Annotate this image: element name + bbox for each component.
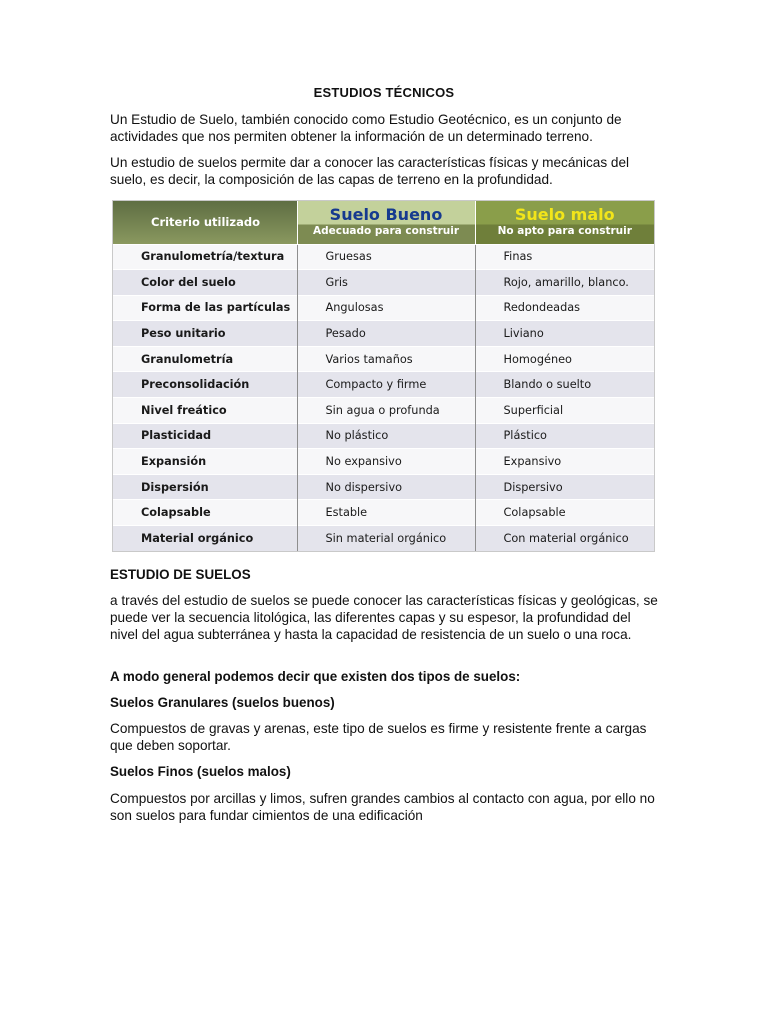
criteria-cell: Peso unitario [113,321,297,347]
table-row [113,423,654,449]
table-row [113,449,654,475]
good-soil-cell: Gris [297,270,475,296]
soil-comparison-table [112,200,655,552]
bad-soil-subtitle: No apto para construir [497,225,632,238]
granular-soils-heading: Suelos Granulares (suelos buenos) [110,695,335,710]
table-row [113,526,654,552]
bad-soil-cell: Rojo, amarillo, blanco. [475,270,654,296]
criteria-cell: Dispersión [113,474,297,500]
criteria-cell: Granulometría [113,346,297,372]
table-row [113,398,654,424]
good-soil-cell: No dispersivo [297,474,475,500]
table-row [113,346,654,372]
good-soil-cell: Sin material orgánico [297,526,475,552]
bad-soil-cell: Colapsable [475,500,654,526]
good-soil-cell: No expansivo [297,449,475,475]
bad-soil-cell: Expansivo [475,449,654,475]
good-soil-cell: Pesado [297,321,475,347]
bad-soil-cell: Liviano [475,321,654,347]
bad-soil-cell: Dispersivo [475,474,654,500]
criteria-cell: Forma de las partículas [113,295,297,321]
good-soil-cell: Angulosas [297,295,475,321]
criteria-cell: Color del suelo [113,270,297,296]
header-bad-soil [475,201,654,244]
bad-soil-cell: Finas [475,244,654,270]
criteria-cell: Nivel freático [113,398,297,424]
bad-soil-cell: Superficial [475,398,654,424]
table-row [113,372,654,398]
table-row [113,295,654,321]
table-row [113,244,654,270]
fine-soils-body: Compuestos por arcillas y limos, sufren grandes cambios al contacto con agua, por ello no son suelos para fundar cimientos de una edificación [110,791,655,823]
table-header-row [113,201,654,244]
intro-paragraph-1: Un Estudio de Suelo, también conocido como Estudio Geotécnico, es un conjunto de actividades que nos permiten obtener la información de un determinado terreno. [110,112,622,144]
header-criteria: Criterio utilizado [113,201,297,244]
good-soil-title: Suelo Bueno [329,205,443,225]
bad-soil-cell: Plástico [475,423,654,449]
criteria-cell: Material orgánico [113,526,297,552]
good-soil-subtitle: Adecuado para construir [312,225,460,238]
criteria-cell: Preconsolidación [113,372,297,398]
bad-soil-cell: Con material orgánico [475,526,654,552]
good-soil-cell: Varios tamaños [297,346,475,372]
table-row [113,500,654,526]
criteria-cell: Granulometría/textura [113,244,297,270]
criteria-cell: Colapsable [113,500,297,526]
criteria-cell: Expansión [113,449,297,475]
good-soil-cell: Gruesas [297,244,475,270]
bad-soil-cell: Homogéneo [475,346,654,372]
soil-types-heading: A modo general podemos decir que existen dos tipos de suelos: [110,669,521,684]
bad-soil-title: Suelo malo [514,205,615,225]
section-heading: ESTUDIO DE SUELOS [110,567,251,582]
good-soil-cell: Sin agua o profunda [297,398,475,424]
granular-soils-body: Compuestos de gravas y arenas, este tipo de suelos es firme y resistente frente a cargas que deben soportar. [110,721,647,753]
criteria-cell: Plasticidad [113,423,297,449]
bad-soil-cell: Redondeadas [475,295,654,321]
good-soil-cell: Compacto y firme [297,372,475,398]
good-soil-cell: Estable [297,500,475,526]
intro-paragraph-2: Un estudio de suelos permite dar a conocer las características físicas y mecánicas del suelo, es decir, la composición de las capas de terreno en la profundidad. [110,155,630,187]
table-row [113,321,654,347]
table-row [113,270,654,296]
header-good-soil [297,201,475,244]
section-body: a través del estudio de suelos se puede conocer las características físicas y geológicas, se puede ver la secuencia litológica, las diferentes capas y su espesor, la profundidad del nivel del agua subterránea y hasta la capacidad de resistencia de un suelo o una roca. [110,593,658,642]
bad-soil-cell: Blando o suelto [475,372,654,398]
document-title: ESTUDIOS TÉCNICOS [313,85,455,100]
good-soil-cell: No plástico [297,423,475,449]
fine-soils-heading: Suelos Finos (suelos malos) [110,764,291,779]
table-row [113,474,654,500]
